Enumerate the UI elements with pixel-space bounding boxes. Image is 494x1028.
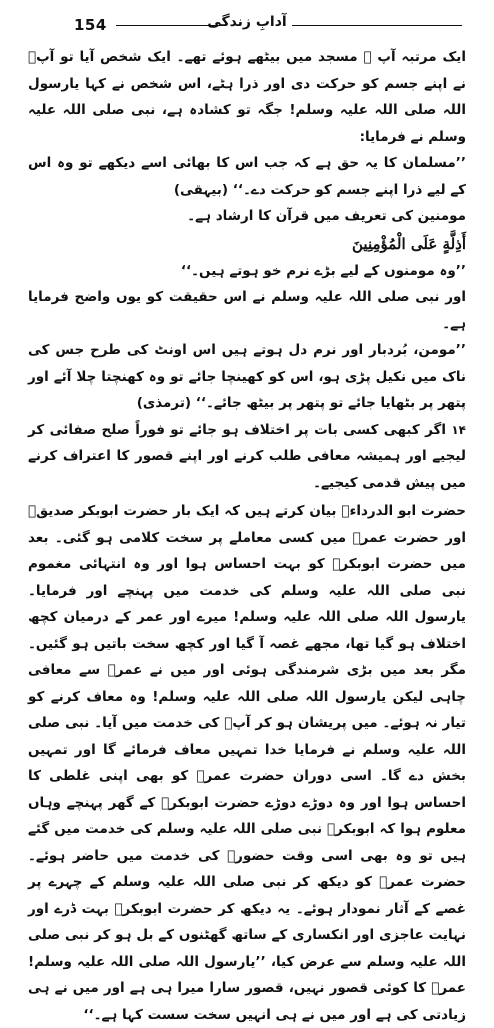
page-number: 154 xyxy=(74,16,107,34)
hadith-quote-1: ’’مسلمان کا یہ حق ہے کہ جب اس کا بھائی اسے دیکھے تو وہ اس کے لیے ذرا اپنے جسم کو حرکت دے۔‘‘ (بیہقی) xyxy=(28,155,466,198)
hadith-quote-2: ’’مومن، بُردبار اور نرم دل ہوتے ہیں اس اونٹ کی طرح جس کی ناک میں نکیل پڑی ہو، اس کو کھینچا جائے تو وہ کھنچتا چلا آئے اور پتھر پر بٹھایا جائے تو پتھر پر بیٹھ جائے۔‘‘ (ترمذی) xyxy=(28,342,466,411)
paragraph-1: ایک مرتبہ آپ ﷺ مسجد میں بیٹھے ہوئے تھے۔ ایک شخص آیا تو آپؐ نے اپنے جسم کو حرکت دی اور ذرا ہٹے، اس شخص نے کہا یارسول اللہ صلی اللہ علیہ وسلم! جگہ تو کشادہ ہے، نبی صلی اللہ علیہ وسلم نے فرمایا: xyxy=(28,49,466,145)
running-title: آدابِ زندگی xyxy=(207,14,287,30)
quran-verse: أَذِلَّةٍ عَلَى الْمُؤْمِنِينَ xyxy=(352,234,466,253)
numbered-instruction xyxy=(28,417,466,497)
paragraph-quran-intro: مومنین کی تعریف میں قرآن کا ارشاد ہے۔ xyxy=(187,208,466,224)
narration-paragraph: حضرت ابو الدرداءؓ بیان کرتے ہیں کہ ایک بار حضرت ابوبکر صدیقؓ اور حضرت عمرؓ میں کسی معاملے پر سخت کلامی ہو گئی۔ بعد میں حضرت ابوبکرؓ کو بہت احساس ہوا اور وہ انتہائی مغموم نبی صلی اللہ علیہ وسلم کی خدمت میں پہنچے اور فرمایا۔ یارسول اللہ صلی اللہ علیہ وسلم! میرے اور عمر کے درمیان کچھ اختلاف ہو گیا تھا، مجھے غصہ آ گیا اور کچھ سخت باتیں ہو گئیں۔ مگر بعد میں بڑی شرمندگی ہوئی اور میں نے عمرؓ سے معافی چاہی لیکن یارسول اللہ صلی اللہ علیہ وسلم! وہ معاف کرنے کو تیار نہ ہوئے۔ میں پریشان ہو کر آپؐ کی خدمت میں آیا۔ نبی صلی اللہ علیہ وسلم نے فرمایا خدا تمہیں معاف فرمائے گا اور تمہیں بخش دے گا۔ اسی دوران حضرت عمرؓ کو بھی اپنی غلطی کا احساس ہوا اور وہ دوڑے دوڑے حضرت ابوبکرؓ کے گھر پہنچے وہاں معلوم ہوا کہ ابوبکرؓ نبی صلی اللہ علیہ وسلم کی خدمت میں گئے ہیں تو وہ بھی اسی وقت حضورؐ کی خدمت میں حاضر ہوئے۔ حضرت عمرؓ کو دیکھ کر نبی صلی اللہ علیہ وسلم کے چہرے پر غصے کے آثار نمودار ہوئے۔ یہ دیکھ کر حضرت ابوبکرؓ بہت ڈرے اور نہایت عاجزی اور انکساری کے ساتھ گھٹنوں کے بل ہو کر نبی صلی اللہ علیہ وسلم سے عرض کیا، ’’یارسول اللہ صلی اللہ علیہ وسلم! عمرؓ کا کوئی قصور نہیں، قصور سارا میرا ہی ہے اور میں نے ہی زیادتی کی ہے اور میں نے ہی انہیں سخت سست کہا ہے۔‘‘ xyxy=(28,503,466,1023)
page-body xyxy=(28,44,466,1023)
verse-translation: ’’وہ مومنوں کے لیے بڑے نرم خو ہوتے ہیں۔‘‘ xyxy=(180,262,466,279)
instruction-text: اگر کبھی کسی بات پر اختلاف ہو جائے تو فوراً صلح صفائی کر لیجیے اور ہمیشہ معافی طلب کرنے اور اپنے قصور کا اعتراف کرنے میں پیش قدمی کیجیے۔ xyxy=(28,421,466,491)
header-rule-right xyxy=(292,25,462,26)
paragraph-hadith-intro: اور نبی صلی اللہ علیہ وسلم نے اس حقیقت کو یوں واضح فرمایا ہے۔ xyxy=(28,289,466,332)
page-header xyxy=(22,14,472,40)
item-number: ۱۴ xyxy=(451,422,466,437)
